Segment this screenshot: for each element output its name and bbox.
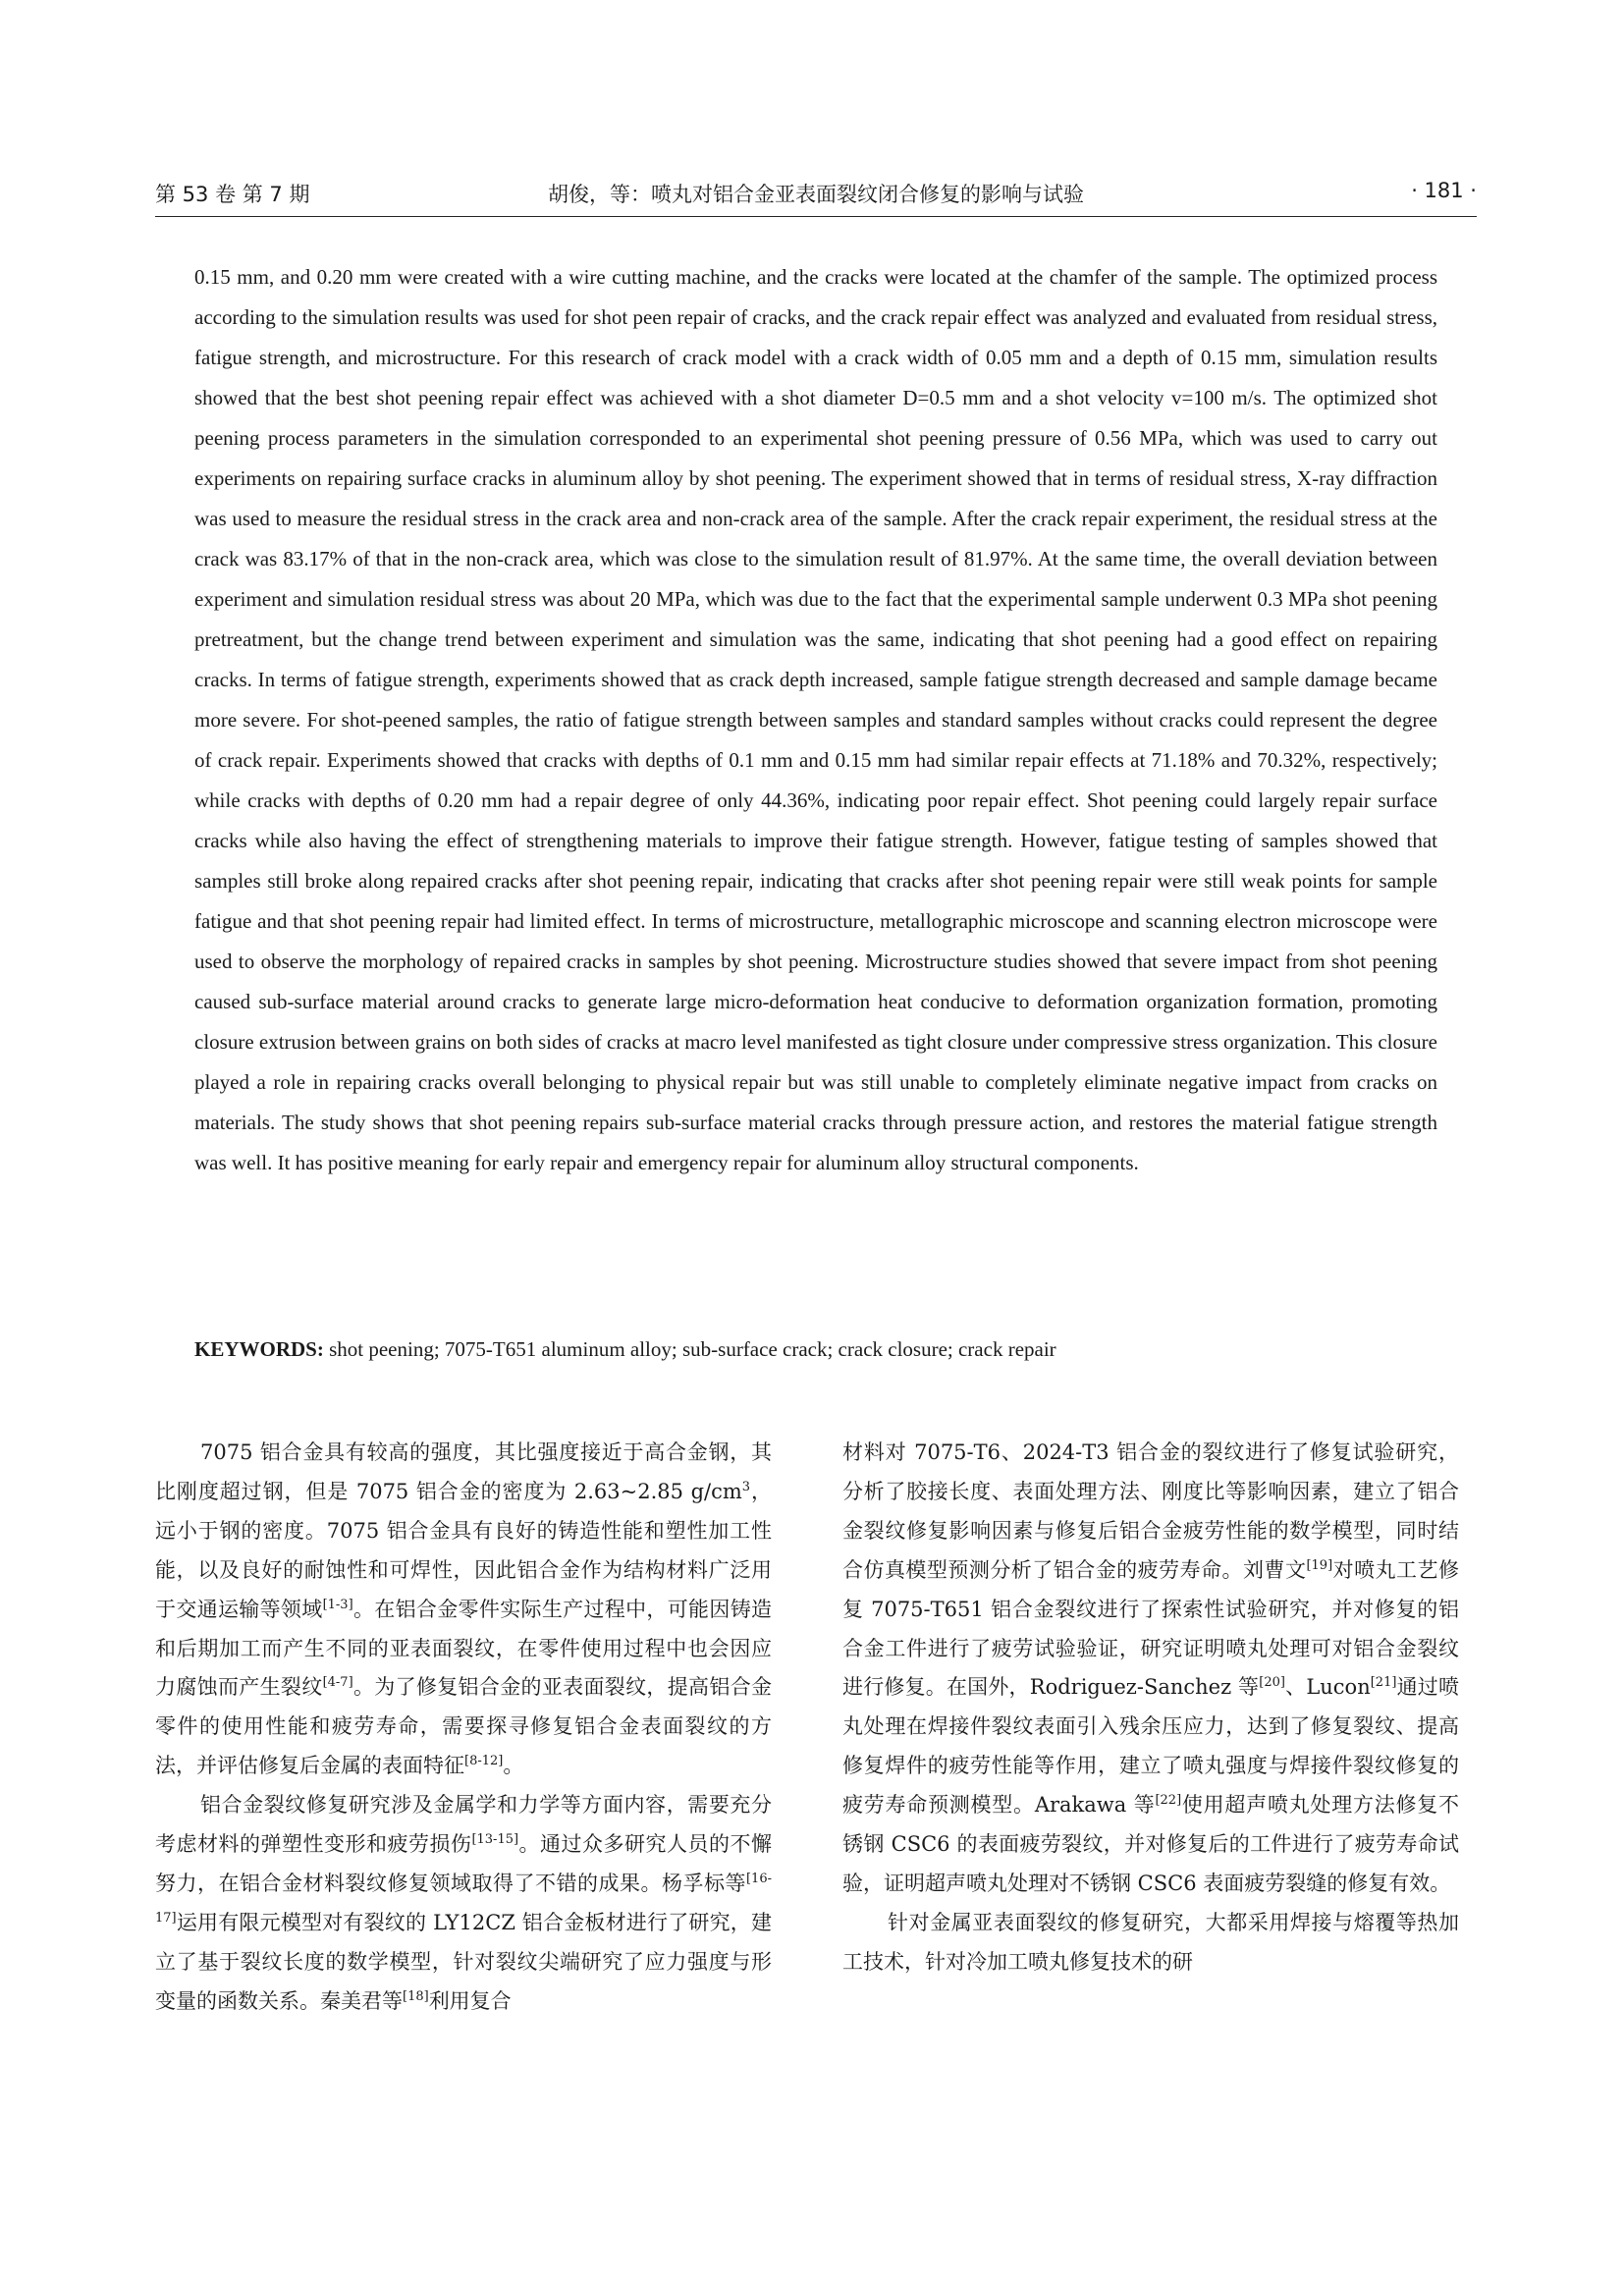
citation: [13-15] — [471, 1832, 519, 1848]
text-run: 、Lucon — [1284, 1675, 1371, 1700]
running-header — [155, 173, 1477, 217]
citation: [8-12] — [464, 1754, 504, 1769]
running-title: 胡俊，等：喷丸对铝合金亚表面裂纹闭合修复的影响与试验 — [548, 183, 1084, 206]
body-column-right — [842, 1434, 1459, 1982]
text-run: 7075 铝合金具有较高的强度，其比强度接近于高合金钢，其比刚度超过钢，但是 7075 铝合金的密度为 2.63~2.85 g/cm — [155, 1440, 772, 1503]
text-run: 。为了修复铝合金的亚表面裂纹，提高铝合金零件的使用性能和疲劳寿命，需要探寻修复铝合金表面裂纹的方法，并评估修复后金属的表面特征 — [155, 1675, 773, 1778]
text-run: 使用超声喷丸处理方法修复不锈钢 CSC6 的表面疲劳裂纹，并对修复后的工件进行了疲劳寿命试验，证明超声喷丸处理对不锈钢 CSC6 表面疲劳裂缝的修复有效。 — [842, 1793, 1459, 1895]
citation: [22] — [1155, 1793, 1182, 1809]
keywords-text: shot peening; 7075-T651 aluminum alloy; sub-surface crack; crack closure; crack repair — [323, 1337, 1056, 1361]
citation: [16-17] — [155, 1871, 772, 1926]
superscript: 3 — [741, 1479, 751, 1494]
text-run: 。通过众多研究人员的不懈努力，在铝合金材料裂纹修复领域取得了不错的成果。杨孚标等 — [155, 1832, 773, 1895]
text-run: 材料对 7075-T6、2024-T3 铝合金的裂纹进行了修复试验研究，分析了胶接长度、表面处理方法、刚度比等影响因素，建立了铝合金裂纹修复影响因素与修复后铝合金疲劳性能的数学模型，同时结合仿真模型预测分析了铝合金的疲劳寿命。刘曹文 — [842, 1440, 1459, 1582]
text-run: 。 — [503, 1754, 524, 1778]
page-number: · 181 · — [1411, 179, 1477, 202]
body-paragraph — [842, 1434, 1459, 1904]
citation: [4-7] — [322, 1675, 353, 1691]
abstract-text: 0.15 mm, and 0.20 mm were created with a wire cutting machine, and the cracks were located at the chamfer of the sample. The optimized process according to the simulation results was used for shot peen repair of cracks, and the crack repair effect was analyzed and evaluated from residual stress, fatigue strength, and microstructure. For this research of crack model with a crack width of 0.05 mm and a depth of 0.15 mm, simulation results showed that the best shot peening repair effect was achieved with a shot diameter D=0.5 mm and a shot velocity v=100 m/s. The optimized shot peening process parameters in the simulation corresponded to an experimental shot peening pressure of 0.56 MPa, which was used to carry out experiments on repairing surface cracks in aluminum alloy by shot peening. The experiment showed that in terms of residual stress, X-ray diffraction was used to measure the residual stress in the crack area and non-crack area of the sample. After the crack repair experiment, the residual stress at the crack was 83.17% of that in the non-crack area, which was close to the simulation result of 81.97%. At the same time, the overall deviation between experiment and simulation residual stress was about 20 MPa, which was due to the fact that the experimental sample underwent 0.3 MPa shot peening pretreatment, but the change trend between experiment and simulation was the same, indicating that shot peening had a good effect on repairing cracks. In terms of fatigue strength, experiments showed that as crack depth increased, sample fatigue strength decreased and sample damage became more severe. For shot-peened samples, the ratio of fatigue strength between samples and standard samples without cracks could represent the degree of crack repair. Experiments showed that cracks with depths of 0.1 mm and 0.15 mm had similar repair effects at 71.18% and 70.32%, respectively; while cracks with depths of 0.20 mm had a repair degree of only 44.36%, indicating poor repair effect. Shot peening could largely repair surface cracks while also having the effect of strengthening materials to improve their fatigue strength. However, fatigue testing of samples showed that samples still broke along repaired cracks after shot peening repair, indicating that cracks after shot peening repair were still weak points for sample fatigue and that shot peening repair had limited effect. In terms of microstructure, metallographic microscope and scanning electron microscope were used to observe the morphology of repaired cracks in samples by shot peening. Microstructure studies showed that severe impact from shot peening caused sub-surface material around cracks to generate large micro-deformation heat conducive to deformation organization formation, promoting closure extrusion between grains on both sides of cracks at macro level manifested as tight closure under compressive stress organization. This closure played a role in repairing cracks overall belonging to physical repair but was still unable to completely eliminate negative impact from cracks on materials. The study shows that shot peening repairs sub-surface material cracks through pressure action, and restores the material fatigue strength was well. It has positive meaning for early repair and emergency repair for aluminum alloy structural components. — [194, 265, 1437, 1174]
text-run: 对喷丸工艺修复 7075-T651 铝合金裂纹进行了探索性试验研究，并对修复的铝合金工件进行了疲劳试验验证，研究证明喷丸处理可对铝合金裂纹进行修复。在国外，Rodriguez-Sanchez 等 — [842, 1557, 1460, 1700]
text-run: 运用有限元模型对有裂纹的 LY12CZ 铝合金板材进行了研究，建立了基于裂纹长度的数学模型，针对裂纹尖端研究了应力强度与形变量的函数关系。秦美君等 — [155, 1910, 772, 2013]
text-run: 铝合金裂纹修复研究涉及金属学和力学等方面内容，需要充分考虑材料的弹塑性变形和疲劳损伤 — [155, 1793, 772, 1857]
citation: [20] — [1259, 1675, 1285, 1691]
text-run: 利用复合 — [428, 1988, 512, 2013]
citation: [18] — [403, 1988, 429, 2004]
body-paragraph: 针对金属亚表面裂纹的修复研究，大都采用焊接与熔覆等热加工技术，针对冷加工喷丸修复技术的研 — [842, 1910, 1459, 1974]
text-run: ，远小于钢的密度。7075 铝合金具有良好的铸造性能和塑性加工性能，以及良好的耐蚀性和可焊性，因此铝合金作为结构材料广泛用于交通运输等领域 — [155, 1479, 772, 1621]
citation: [1-3] — [322, 1597, 353, 1612]
citation: [19] — [1306, 1557, 1333, 1573]
text-run: 。在铝合金零件实际生产过程中，可能因铸造和后期加工而产生不同的亚表面裂纹，在零件使用过程中也会因应力腐蚀而产生裂纹 — [155, 1597, 773, 1700]
keywords-label: KEYWORDS: — [194, 1337, 324, 1361]
citation: [21] — [1370, 1675, 1397, 1691]
volume-issue: 第 53 卷 第 7 期 — [155, 183, 310, 206]
keywords — [194, 1334, 1437, 1364]
text-run: 通过喷丸处理在焊接件裂纹表面引入残余压应力，达到了修复裂纹、提高修复焊件的疲劳性能等作用，建立了喷丸强度与焊接件裂纹修复的疲劳寿命预测模型。Arakawa 等 — [842, 1675, 1460, 1818]
body-paragraph — [155, 1434, 772, 1786]
body-column-left — [155, 1434, 772, 2022]
body-paragraph — [155, 1786, 772, 2021]
